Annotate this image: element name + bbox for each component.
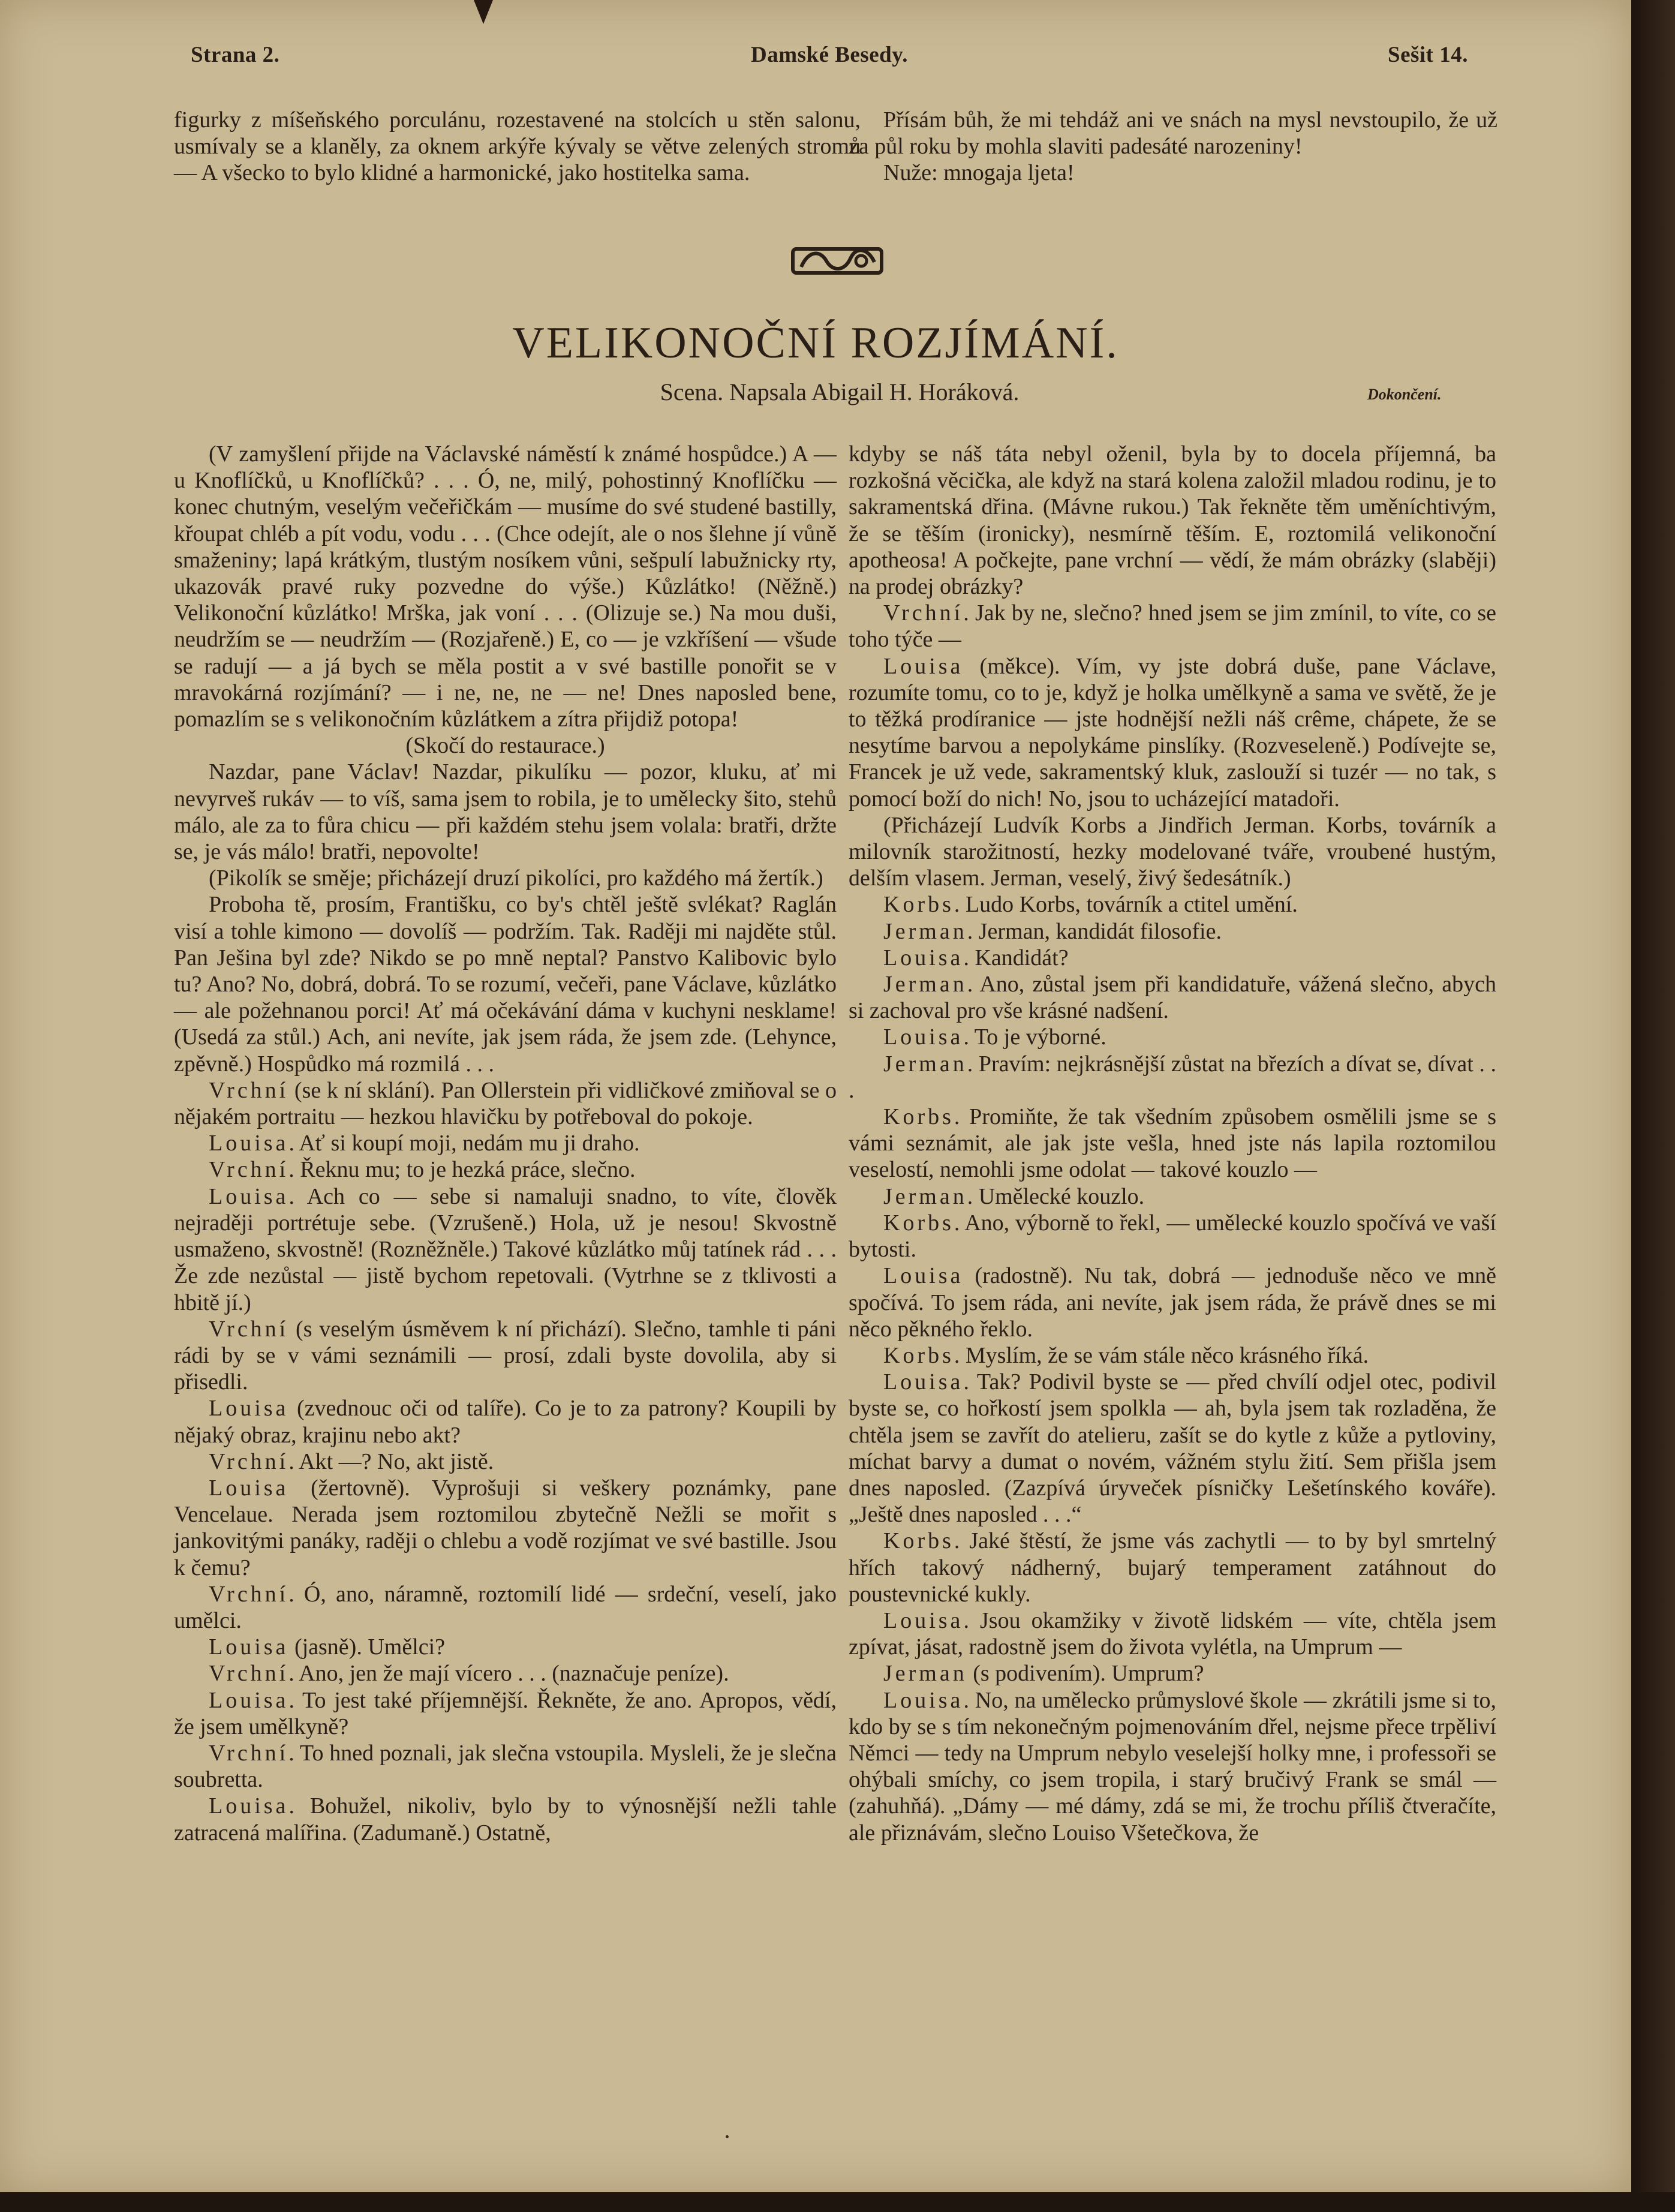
dialogue-paragraph — [174, 1634, 837, 1660]
paragraph-text: . Ach co — sebe si namaluji snadno, to víte, člověk nejraději portrétuje sebe. (Vzrušeně.) Hola, už je nesou! Skvostně usmaženo, skvostně! (Rozněžněle.) Takové kůzlátko můj tatínek rád . . . Že zde nezůstal — jistě bychom repetovali. (Vytrhne se z tklivosti a hbitě jí.) — [174, 1183, 837, 1315]
paragraph-text: kdyby se náš táta nebyl oženil, byla by to docela příjemná, ba rozkošná věcička, ale když na stará kolena založil mladou rodinu, je to sakramentská dřina. (Mávne rukou.) Tak řekněte těm uměníchtivým, že se těším (ironicky), nesmírně těším. E, roztomilá velikonoční apotheosa! A počkejte, pane vrchní — vědí, že mám obrázky (slaběji) na prodej obrázky? — [849, 441, 1496, 600]
paragraph-text: . Ano, jen že mají vícero . . . (naznačuje peníze). — [288, 1661, 729, 1687]
paragraph-text: . Bohužel, nikoliv, bylo by to výnosnější nežli tahle zatracená malířina. (Zadumaně.) Ostatně, — [174, 1793, 837, 1846]
paragraph-text: . Ludo Korbs, továrník a ctitel umění. — [954, 892, 1298, 918]
previous-article-paragraph: Přísám bůh, že mi tehdáž ani ve snách na mysl nevstoupilo, že už za půl roku by mohla slaviti padesáté narozeniny! — [849, 107, 1497, 160]
paragraph-text: (zvednouc oči od talíře). Co je to za patrony? Koupili by nějaký obraz, krajinu nebo akt? — [174, 1396, 837, 1448]
speaker-name: Korbs — [883, 1342, 954, 1368]
speaker-name: Louisa — [883, 945, 964, 970]
dialogue-paragraph — [849, 1607, 1496, 1660]
speaker-name: Louisa — [883, 1687, 964, 1713]
dialogue-paragraph — [174, 441, 837, 732]
dialogue-paragraph — [174, 1156, 837, 1183]
article-column-left — [174, 441, 837, 1846]
speaker-name: Louisa — [883, 1263, 964, 1289]
dialogue-paragraph — [174, 1660, 837, 1687]
speaker-name: Louisa — [209, 1475, 289, 1501]
dialogue-paragraph — [174, 1793, 837, 1846]
paragraph-text: (Pikolík se směje; přicházejí druzí pikolíci, pro každého má žertík.) — [209, 865, 823, 891]
dialogue-paragraph — [849, 812, 1496, 892]
speaker-name: Louisa — [209, 1687, 289, 1713]
speaker-name: Korbs — [883, 1528, 954, 1554]
speaker-name: Louisa — [883, 1607, 964, 1633]
dialogue-paragraph — [174, 865, 837, 891]
previous-article-paragraph: Nuže: mnogaja ljeta! — [883, 160, 1075, 186]
paragraph-text: . Ano, zůstal jsem při kandidatuře, vážená slečno, abych si zachoval pro vše krásné nadšení. — [849, 972, 1496, 1024]
dialogue-paragraph — [849, 1024, 1496, 1050]
paragraph-text: . No, na umělecko průmyslové škole — zkrátili jsme si to, kdo by se s tím nekonečným pojmenováním dřel, nejsme přece trpěliví Němci — tedy na Umprum nebylo veselejší holky mne, i professoři se ohýbali smíchy, co jsem tropila, i starý bručivý Frank se smál — (zahuhňá). „Dámy — mé dámy, zdá se mi, že trochu příliš čtveračíte, ale přiznávám, slečno Louiso Všetečkova, že — [849, 1687, 1496, 1846]
paragraph-text: . Řeknu mu; to je hezká práce, slečno. — [288, 1157, 636, 1183]
dialogue-paragraph — [174, 759, 837, 865]
paragraph-text: (s veselým úsměvem k ní přichází). Slečno, tamhle ti páni rádi by se v vámi seznámili — prosí, zdali byste dovolila, aby si přisedli. — [174, 1316, 837, 1395]
speaker-name: Korbs — [883, 1210, 954, 1236]
speaker-name: Jerman — [883, 1661, 967, 1687]
dialogue-paragraph — [174, 891, 837, 1077]
dialogue-paragraph — [174, 1077, 837, 1130]
paragraph-text: . Promiňte, že tak všedním způsobem osmělili jsme se s vámi seznámit, ale jak jste vešla, hned jste nás lapila roztomilou veselostí, nemohli jsme odolat — takové kouzlo — — [849, 1104, 1496, 1183]
dialogue-paragraph — [849, 1210, 1496, 1263]
paragraph-text: . Pravím: nejkrásnější zůstat na březích a dívat se, dívat . . . — [849, 1051, 1496, 1103]
previous-article-end-left — [174, 107, 861, 187]
paragraph-text: (měkce). Vím, vy jste dobrá duše, pane Václave, rozumíte tomu, co to je, když je holka umělkyně a sama ve světě, že je to těžká prodíranice — jste hodnější nežli náš crême, chápete, že se nesytíme barvou a nepolykáme pinslíky. (Rozveseleně.) Podívejte se, Francek je už vede, sakramentský kluk, zaslouží si tuzér — no tak, s pomocí boží do nich! No, jsou to ucházející matadoři. — [849, 653, 1496, 812]
paragraph-text: . To je výborné. — [963, 1024, 1106, 1050]
continuation-note: Dokončení. — [1367, 386, 1442, 403]
speaker-name: Korbs — [883, 892, 954, 918]
speaker-name: Louisa — [209, 1634, 289, 1660]
dialogue-paragraph — [849, 1342, 1496, 1369]
dialogue-paragraph — [174, 1395, 837, 1448]
speaker-name: Louisa — [209, 1131, 289, 1156]
speaker-name: Jerman — [883, 1183, 967, 1209]
speaker-name: Vrchní — [209, 1316, 289, 1342]
paragraph-text: . To hned poznali, jak slečna vstoupila. Mysleli, že je slečna soubretta. — [174, 1740, 837, 1793]
magazine-title: Damské Besedy. — [751, 43, 908, 67]
dialogue-paragraph — [849, 891, 1496, 918]
scan-background-right — [1631, 0, 1675, 2212]
paragraph-text: . Ať si koupí moji, nedám mu ji draho. — [288, 1131, 640, 1156]
dialogue-paragraph — [849, 653, 1496, 812]
issue-number: Sešit 14. — [1388, 43, 1468, 67]
paragraph-text: . Tak? Podivil byste se — před chvílí odjel otec, podivil byste se, co hořkostí jsem spolkla — ah, byla jsem tak rozladěna, že chtěla jsem se zavřít do atelieru, zašít se do kytle z kůže a pytloviny, míchat barvy a dumat o novém, vážném stylu žití. Sem přišla jsem dnes naposled. (Zazpívá úryveček písničky Lešetínského kováře). „Ještě dnes naposled . . .“ — [849, 1369, 1496, 1528]
page-number: Strana 2. — [191, 43, 280, 67]
paragraph-text: . Umělecké kouzlo. — [967, 1183, 1145, 1209]
dialogue-paragraph — [174, 1581, 837, 1634]
paragraph-text: . Akt —? No, akt jistě. — [288, 1448, 494, 1474]
dialogue-paragraph — [849, 441, 1496, 600]
speaker-name: Vrchní — [209, 1448, 289, 1474]
paragraph-text: (s podivením). Umprum? — [967, 1661, 1204, 1687]
previous-article-text: figurky z míšeňského porculánu, rozestavené na stolcích u stěn salonu, usmívaly se a klaněly, za oknem arkýře kývaly se větve zelených stromů — A všecko to bylo klidné a harmonické, jako hostitelka sama. — [174, 107, 861, 186]
binding-notch — [474, 0, 493, 24]
speaker-name: Louisa — [209, 1396, 289, 1421]
dialogue-paragraph — [849, 918, 1496, 945]
dialogue-paragraph — [849, 945, 1496, 971]
paragraph-text: (V zamyšlení přijde na Václavské náměstí k známé hospůdce.) A — u Knoflíčků, u Knoflíčků? . . . Ó, ne, milý, pohostinný Knoflíčku — konec chutným, veselým večeřičkám — musíme do své studené bastilly, křoupat chléb a pít vodu, vodu . . . (Chce odejít, ale o nos šlehne jí vůně smaženiny; lapá krátkým, tlustým nosíkem vůni, sešpulí labužnicky rty, ukazovák pravé ruky pozvedne do výše.) Kůzlátko! (Něžně.) Velikonoční kůzlátko! Mrška, jak voní . . . (Olizuje se.) Na mou duši, neudržím se — neudržím — (Rozjařeně.) E, co — je vzkříšení — všude se radují — a já bych se měla postit a v své bastille ponořit se v mravokárná rozjímání? — i ne, ne, ne — ne! Dnes naposled bene, pomazlím se s velikonočním kůzlátkem a zítra přijdiž potopa! — [174, 441, 837, 732]
dialogue-paragraph — [849, 600, 1496, 653]
speaker-name: Vrchní — [209, 1740, 289, 1766]
scan-background-bottom — [0, 2192, 1675, 2212]
speaker-name: Vrchní — [883, 600, 964, 626]
paragraph-text: (Skočí do restaurace.) — [405, 733, 605, 759]
dialogue-paragraph — [174, 1130, 837, 1156]
paragraph-text: (jasně). Umělci? — [288, 1634, 446, 1660]
dialogue-paragraph — [849, 1051, 1496, 1104]
speaker-name: Vrchní — [209, 1157, 289, 1183]
paragraph-text: . Ano, výborně to řekl, — umělecké kouzlo spočívá ve vaší bytosti. — [849, 1210, 1496, 1263]
art-nouveau-ornament-icon — [790, 244, 884, 278]
printing-dot — [726, 2135, 729, 2138]
dialogue-paragraph — [849, 1183, 1496, 1210]
dialogue-paragraph — [849, 971, 1496, 1024]
speaker-name: Louisa — [209, 1793, 289, 1819]
paragraph-text: . Myslím, že se vám stále něco krásného říká. — [954, 1342, 1369, 1368]
dialogue-paragraph — [849, 1263, 1496, 1342]
speaker-name: Louisa — [209, 1183, 289, 1209]
paragraph-text: . Jerman, kandidát filosofie. — [967, 918, 1222, 944]
dialogue-paragraph — [174, 1475, 837, 1581]
dialogue-paragraph — [174, 732, 837, 759]
paragraph-text: . Jaké štěstí, že jsme vás zachytli — to by byl smrtelný hřích takový nádherný, bujarý temperament zatáhnout do poustevnické kukly. — [849, 1528, 1496, 1607]
dialogue-paragraph — [174, 1183, 837, 1316]
paragraph-text: Nazdar, pane Václav! Nazdar, pikulíku — pozor, kluku, ať mi nevyrveš rukáv — to víš, sama jsem to robila, je to umělecky šito, stehů málo, ale za to fůra chicu — při každém stehu jsem volala: bratři, držte se, je vás málo! bratři, nepovolte! — [174, 759, 837, 865]
dialogue-paragraph — [174, 1316, 837, 1396]
speaker-name: Vrchní — [209, 1077, 289, 1103]
speaker-name: Korbs — [883, 1104, 954, 1130]
dialogue-paragraph — [849, 1528, 1496, 1607]
dialogue-paragraph — [849, 1104, 1496, 1183]
speaker-name: Jerman — [883, 1051, 967, 1077]
dialogue-paragraph — [849, 1687, 1496, 1846]
paragraph-text: (žertovně). Vyprošuji si veškery poznámky, pane Vencelaue. Nerada jsem roztomilou zbytečně Nežli se mořit s jankovitými panáky, raději o chlebu a vodě rozjímat ve své bastille. Jsou k čemu? — [174, 1475, 837, 1580]
speaker-name: Louisa — [883, 1369, 964, 1395]
paragraph-text: (se k ní sklání). Pan Ollerstein při vidličkové zmiňoval se o nějakém portraitu — hezkou hlavičku by potřeboval do pokoje. — [174, 1077, 837, 1130]
speaker-name: Louisa — [883, 1024, 964, 1050]
paragraph-text: Proboha tě, prosím, Františku, co by's chtěl ještě svlékat? Raglán visí a tohle kimono — dovolíš — podržím. Tak. Raději mi najděte stůl. Pan Ješina byl zde? Nikdo se po mně neptal? Panstvo Kalibovic bylo tu? Ano? No, dobrá, dobrá. To se rozumí, večeři, pane Václave, kůzlátko — ale požehnanou porci! Ať má očekávání dáma v kuchyni nesklame! (Usedá za stůl.) Ach, ani nevíte, jak jsem ráda, že jsem zde. (Lehynce, zpěvně.) Hospůdko má rozmilá . . . — [174, 892, 837, 1077]
paragraph-text: . To jest také příjemnější. Řekněte, že ano. Apropos, vědí, že jsem umělkyně? — [174, 1687, 837, 1739]
speaker-name: Louisa — [883, 653, 964, 679]
article-title: VELIKONOČNÍ ROZJÍMÁNÍ. — [512, 318, 1119, 368]
speaker-name: Jerman — [883, 918, 967, 944]
paragraph-text: (Přicházejí Ludvík Korbs a Jindřich Jerman. Korbs, továrník a milovník starožitností, hezky modelované tváře, vroubené hustým, delším vlasem. Jerman, veselý, živý šedesátník.) — [849, 812, 1496, 891]
speaker-name: Vrchní — [209, 1581, 289, 1607]
paragraph-text: . Ó, ano, náramně, roztomilí lidé — srdeční, veselí, jako umělci. — [174, 1581, 837, 1633]
article-column-right — [849, 441, 1496, 1846]
paragraph-text: . Jak by ne, slečno? hned jsem se jim zmínil, to víte, co se toho týče — — [849, 600, 1496, 653]
paragraph-text: . Kandidát? — [963, 945, 1069, 970]
dialogue-paragraph — [174, 1448, 837, 1475]
dialogue-paragraph — [174, 1687, 837, 1740]
paragraph-text: (radostně). Nu tak, dobrá — jednoduše něco ve mně spočívá. To jsem ráda, ani nevíte, jak jsem ráda, že právě dnes se mi něco pěkného řeklo. — [849, 1263, 1496, 1342]
speaker-name: Vrchní — [209, 1661, 289, 1687]
dialogue-paragraph — [849, 1369, 1496, 1528]
page-header — [191, 42, 1468, 72]
dialogue-paragraph — [174, 1740, 837, 1793]
previous-article-end-right — [849, 107, 1497, 187]
paragraph-text: . Jsou okamžiky v životě lidském — víte, chtěla jsem zpívat, jásat, radostně jsem do života vylétla, na Umprum — — [849, 1607, 1496, 1660]
article-byline: Scena. Napsala Abigail H. Horáková. — [660, 378, 1020, 405]
dialogue-paragraph — [849, 1660, 1496, 1687]
speaker-name: Jerman — [883, 972, 967, 997]
